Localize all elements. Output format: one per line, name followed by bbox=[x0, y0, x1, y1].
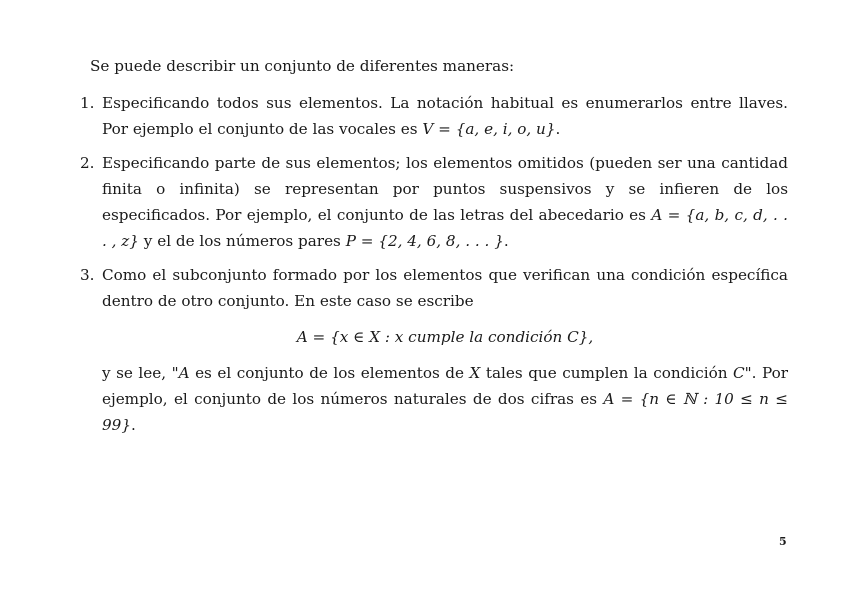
item-text-mid: y el de los números pares bbox=[138, 232, 346, 250]
item-number: 2. bbox=[80, 154, 95, 172]
enumerated-list bbox=[80, 90, 788, 438]
math-vowels-set: V = {a, e, i, o, u} bbox=[422, 120, 556, 138]
display-equation: A = {x ∈ X : x cumple la condición C}, bbox=[296, 328, 594, 346]
text-fragment: y se lee, " bbox=[102, 364, 179, 382]
item-text-end: . bbox=[503, 232, 509, 250]
math-even-set: P = {2, 4, 6, 8, . . . } bbox=[345, 232, 504, 250]
item-3-continuation bbox=[80, 360, 788, 438]
text-fragment: tales que cumplen la condición bbox=[480, 364, 734, 382]
list-item-3 bbox=[80, 262, 788, 314]
item-number: 3. bbox=[80, 266, 95, 284]
item-number: 1. bbox=[80, 94, 95, 112]
intro-paragraph: Se puede describir un conjunto de diferentes maneras: bbox=[90, 57, 515, 75]
math-naturals-set: A = {n ∈ ℕ : 10 ≤ n ≤ 99} bbox=[102, 390, 788, 434]
item-text: Especificando todos sus elementos. La notación habitual es enumerarlos entre llaves. Por ejemplo el conjunto de las vocales es bbox=[102, 94, 788, 138]
math-alphabet-set: A = {a, b, c, d, . . . , z} bbox=[102, 206, 788, 250]
page-number: 5 bbox=[779, 535, 787, 548]
math-symbol-c: C bbox=[733, 364, 745, 382]
list-item-2 bbox=[80, 150, 788, 254]
text-fragment: . bbox=[131, 416, 136, 434]
item-text: Especificando parte de sus elementos; los elementos omitidos (pueden ser una cantidad finita o infinita) se representan por puntos suspensivos y se infieren de los especificados. Por ejemplo, el conjunto de las letras del abecedario es bbox=[102, 154, 788, 224]
math-symbol-x: X bbox=[469, 364, 481, 382]
math-symbol-a: A bbox=[178, 364, 190, 382]
list-item-1 bbox=[80, 90, 788, 142]
item-text: Como el subconjunto formado por los elementos que verifican una condición específica dentro de otro conjunto. En este caso se escribe bbox=[102, 266, 788, 310]
text-fragment: ". Por ejemplo, el conjunto de los números naturales de dos cifras es bbox=[102, 364, 788, 408]
item-text-end: . bbox=[555, 120, 561, 138]
text-fragment: es el conjunto de los elementos de bbox=[189, 364, 470, 382]
